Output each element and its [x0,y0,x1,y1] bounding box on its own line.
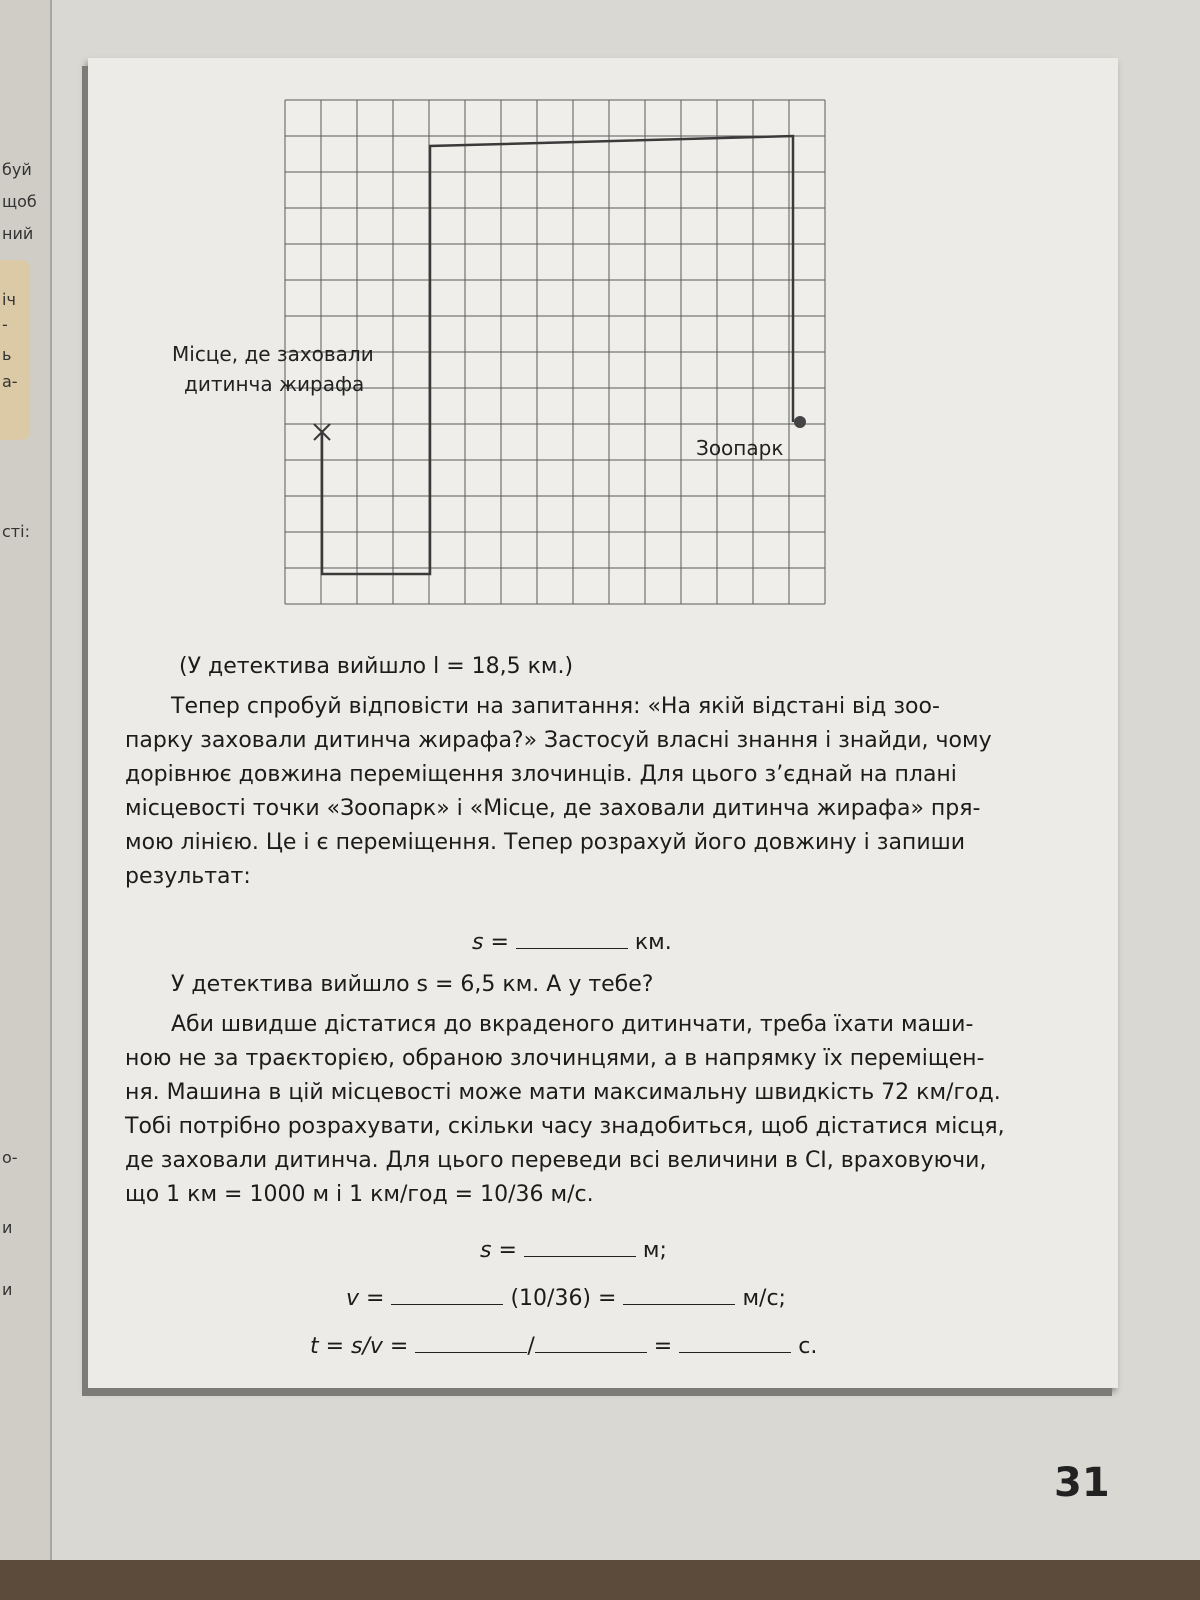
answer-blank[interactable] [535,1332,647,1353]
paragraph-line: ною не за траєкторією, обраною злочинцями, а в напрямку їх переміщен- [125,1046,985,1071]
formula-middle: (10/36) = [510,1286,617,1311]
paragraph-line: парку заховали дитинча жирафа?» Застосуй власні знання і знайди, чому [125,728,992,753]
answer-blank[interactable] [679,1332,791,1353]
hideout-label-line1: Місце, де заховали [172,342,374,366]
formula-slash: / [527,1334,535,1359]
page-number: 31 [1054,1460,1110,1506]
paragraph-line: Тепер спробуй відповісти на запитання: «На якій відстані від зоо- [171,694,940,719]
answer-blank[interactable] [391,1284,503,1305]
facing-page-fragment: щоб [2,192,37,211]
answer-blank[interactable] [524,1236,636,1257]
answer-blank[interactable] [623,1284,735,1305]
paragraph-line: Тобі потрібно розрахувати, скільки часу знадобиться, щоб дістатися місця, [125,1114,1005,1139]
paragraph-1 [125,690,1055,894]
formula-t [310,1332,817,1359]
hideout-label-line2: дитинча жирафа [184,372,365,396]
formula-s-m [480,1236,667,1263]
paragraph-line: місцевості точки «Зоопарк» і «Місце, де заховали дитинча жирафа» пря- [125,796,981,821]
facing-page-fragment: ь [2,345,12,364]
formula-s-km [472,928,672,955]
answer-blank[interactable] [516,928,628,949]
formula-prefix: s = [480,1238,517,1263]
detective-s-line: У детектива вийшло s = 6,5 км. А у тебе? [171,972,654,997]
formula-v [346,1284,786,1311]
facing-page-fragment: іч [2,290,16,309]
formula-equals: = [653,1334,673,1359]
answer-blank[interactable] [415,1332,527,1353]
formula-unit: с. [798,1334,818,1359]
formula-unit: км. [634,930,672,955]
formula-unit: м; [642,1238,667,1263]
detective-path-result [125,650,1055,684]
formula-unit: м/с; [742,1286,786,1311]
zoo-label: Зоопарк [696,436,784,460]
paragraph-line: що 1 км = 1000 м і 1 км/год = 10/36 м/с. [125,1182,594,1207]
formula-prefix: s = [472,930,509,955]
paragraph-line: дорівнює довжина переміщення злочинців. Для цього з’єднай на плані [125,762,957,787]
facing-page-fragment: о- [2,1148,18,1167]
paragraph-line: Аби швидше дістатися до вкраденого дитинчати, треба їхати маши- [171,1012,974,1037]
formula-prefix: t = s/v = [310,1334,409,1359]
facing-page-fragment: и [2,1280,13,1299]
zoo-point [794,416,806,428]
facing-page-fragment: а- [2,372,18,391]
paragraph-2 [125,1008,1055,1212]
detective-path-line: (У детектива вийшло l = 18,5 км.) [179,654,574,679]
paragraph-line: де заховали дитинча. Для цього переведи всі величини в СІ, враховуючи, [125,1148,987,1173]
formula-prefix: v = [346,1286,385,1311]
facing-page-fragment: буй [2,160,32,179]
detective-s-result [125,968,1055,1002]
facing-page-fragment: сті: [2,522,30,541]
facing-page-fragment: и [2,1218,13,1237]
paragraph-line: мою лінією. Це і є переміщення. Тепер розрахуй його довжину і запиши [125,830,966,855]
facing-page-fragment: ний [2,224,34,243]
paragraph-line: результат: [125,864,251,889]
facing-page-fragment: - [2,315,8,334]
paragraph-line: ня. Машина в цій місцевості може мати максимальну швидкість 72 км/год. [125,1080,1001,1105]
